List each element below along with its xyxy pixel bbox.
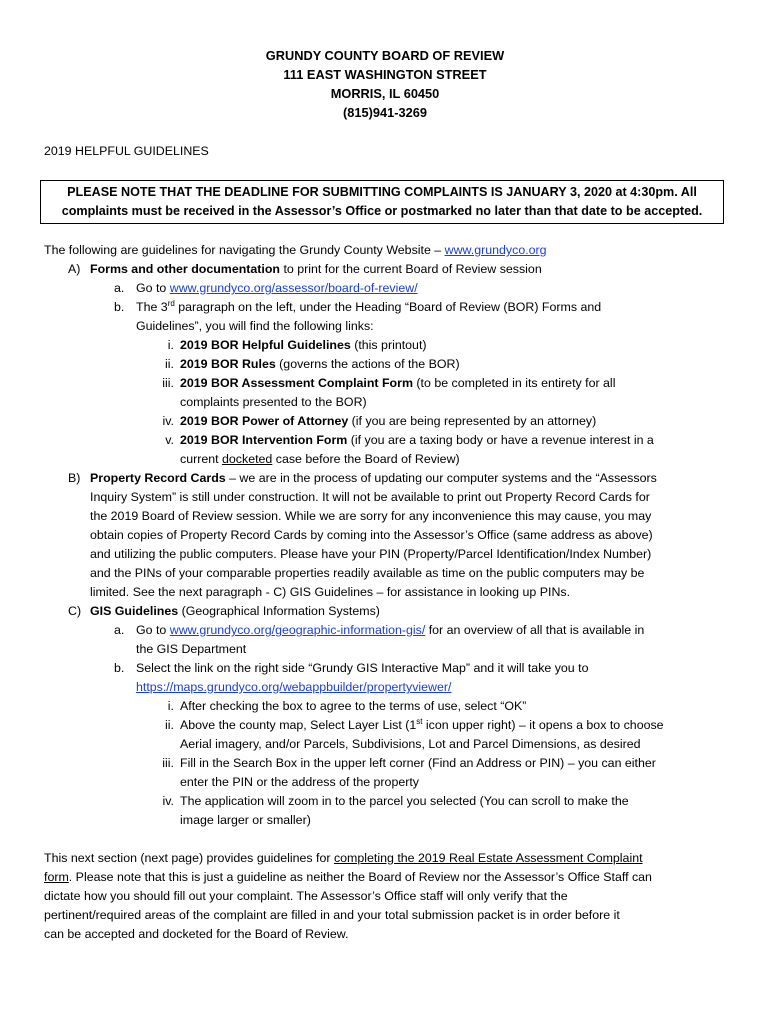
item-num: i. <box>167 699 174 713</box>
header-street: 111 EAST WASHINGTON STREET <box>283 67 487 82</box>
grundyco-link[interactable]: www.grundyco.org <box>444 243 547 257</box>
notice-line-2: complaints must be received in the Assessor’s Office or postmarked no later than that date to be accepted. <box>61 204 703 218</box>
section-c-item-a-cont: the GIS Department <box>136 642 247 656</box>
section-b-line1 <box>90 469 657 487</box>
section-c-rest: (Geographical Information Systems) <box>178 604 380 618</box>
header-name: GRUNDY COUNTY BOARD OF REVIEW <box>265 48 505 63</box>
header-city: MORRIS, IL 60450 <box>330 86 440 101</box>
section-b-marker: B) <box>68 471 81 485</box>
section-c-heading <box>90 602 380 620</box>
item-num: iii. <box>162 376 174 390</box>
b-line1-post: paragraph on the left, under the Heading “Board of Review (BOR) Forms and <box>174 300 602 314</box>
item-sup: st <box>416 716 423 726</box>
list-item-cont <box>180 450 460 468</box>
item-title: 2019 BOR Rules <box>180 357 276 371</box>
cont-pre: current <box>180 452 223 466</box>
item-text: The application will zoom in to the parcel you selected (You can scroll to make the <box>180 794 629 808</box>
cont-underlined: docketed <box>222 452 273 466</box>
section-a-heading <box>90 260 542 278</box>
list-item <box>146 412 596 430</box>
section-a-title: Forms and other documentation <box>90 262 280 276</box>
section-a-item-b-line2: Guidelines”, you will find the following links: <box>136 319 374 333</box>
item-rest: (if you are a taxing body or have a revenue interest in a <box>347 433 654 447</box>
list-item-cont: enter the PIN or the address of the property <box>180 775 419 789</box>
item-num: ii. <box>165 357 174 371</box>
b-line1-pre: The 3 <box>136 300 168 314</box>
section-c-item-a-marker: a. <box>114 623 125 637</box>
c-a-post: for an overview of all that is available in <box>425 623 645 637</box>
section-a-item-a <box>136 279 418 297</box>
item-num: v. <box>165 433 174 447</box>
header-phone: (815)941-3269 <box>343 105 427 120</box>
item-rest: (to be completed in its entirety for all <box>412 376 616 390</box>
section-b-line1-rest: – we are in the process of updating our computer systems and the “Assessors <box>225 471 657 485</box>
item-post: icon upper right) – it opens a box to choose <box>422 718 664 732</box>
item-rest: (this printout) <box>350 338 427 352</box>
c-a-text: Go to <box>136 623 170 637</box>
list-item-cont: Aerial imagery, and/or Parcels, Subdivisions, Lot and Parcel Dimensions, as desired <box>180 737 641 751</box>
closing-line: pertinent/required areas of the complaint are filled in and your total submission packet is in order before it <box>44 908 620 922</box>
item-num: iv. <box>162 794 174 808</box>
section-c-item-a <box>136 621 644 639</box>
property-viewer-link-text[interactable]: https://maps.grundyco.org/webappbuilder/propertyviewer/ <box>136 680 452 694</box>
item-text: Fill in the Search Box in the upper left corner (Find an Address or PIN) – you can either <box>180 756 656 770</box>
section-a-item-a-marker: a. <box>114 281 125 295</box>
list-item-cont: complaints presented to the BOR) <box>180 395 367 409</box>
closing-underlined-2: form <box>44 870 69 884</box>
section-b-line: and the PINs of your comparable properties readily available as time on the public computers may be <box>90 566 645 580</box>
section-a-item-a-text: Go to <box>136 281 170 295</box>
section-b-line: and utilizing the public computers. Please have your PIN (Property/Parcel Identification/Index Number) <box>90 547 652 561</box>
closing-line: can be accepted and docketed for the Board of Review. <box>44 927 349 941</box>
list-item <box>146 754 656 772</box>
item-title: 2019 BOR Assessment Complaint Form <box>180 376 413 390</box>
closing-pre: This next section (next page) provides guidelines for <box>44 851 334 865</box>
list-item <box>146 792 629 810</box>
closing-underlined: completing the 2019 Real Estate Assessment Complaint <box>333 851 643 865</box>
b-line1-sup: rd <box>167 298 175 308</box>
item-title: 2019 BOR Power of Attorney <box>180 414 349 428</box>
closing-line-1 <box>44 849 643 867</box>
section-b-line: Inquiry System” is still under construction. It will not be available to print out Property Record Cards for <box>90 490 650 504</box>
item-text: After checking the box to agree to the terms of use, select “OK” <box>180 699 527 713</box>
item-num: iii. <box>162 756 174 770</box>
doc-title: 2019 HELPFUL GUIDELINES <box>44 144 209 158</box>
board-of-review-link[interactable]: www.grundyco.org/assessor/board-of-review/ <box>169 281 418 295</box>
property-viewer-link[interactable] <box>136 678 451 696</box>
cont-post: case before the Board of Review) <box>272 452 460 466</box>
section-c-marker: C) <box>68 604 82 618</box>
item-num: i. <box>167 338 174 352</box>
section-c-item-b-marker: b. <box>114 661 125 675</box>
item-num: iv. <box>162 414 174 428</box>
section-b-title: Property Record Cards <box>90 471 226 485</box>
item-num: ii. <box>165 718 174 732</box>
intro-line <box>44 241 547 259</box>
section-a-marker: A) <box>68 262 81 276</box>
list-item-cont: image larger or smaller) <box>180 813 311 827</box>
list-item <box>146 336 427 354</box>
item-title: 2019 BOR Helpful Guidelines <box>180 338 351 352</box>
section-c-title: GIS Guidelines <box>90 604 179 618</box>
section-a-item-b-line1 <box>136 298 601 316</box>
item-rest: (governs the actions of the BOR) <box>275 357 460 371</box>
list-item <box>146 431 654 449</box>
item-pre: Above the county map, Select Layer List (1 <box>180 718 417 732</box>
notice-line-1: PLEASE NOTE THAT THE DEADLINE FOR SUBMITTING COMPLAINTS IS JANUARY 3, 2020 at 4:30pm. All <box>67 185 697 199</box>
list-item <box>146 374 615 392</box>
section-c-item-b: Select the link on the right side “Grundy GIS Interactive Map” and it will take you to <box>136 661 589 675</box>
section-b-line: obtain copies of Property Record Cards by coming into the Assessor’s Office (same address as above) <box>90 528 653 542</box>
intro-text: The following are guidelines for navigating the Grundy County Website – <box>44 243 445 257</box>
closing-line: dictate how you should fill out your complaint. The Assessor’s Office staff will only verify that the <box>44 889 568 903</box>
list-item <box>146 716 664 734</box>
closing-post: . Please note that this is just a guideline as neither the Board of Review nor the Assessor’s Office Staff can <box>68 870 652 884</box>
closing-line-2 <box>44 868 652 886</box>
section-a-rest: to print for the current Board of Review session <box>280 262 542 276</box>
list-item <box>146 355 460 373</box>
item-title: 2019 BOR Intervention Form <box>180 433 348 447</box>
section-b-line: limited. See the next paragraph - C) GIS Guidelines – for assistance in looking up PINs. <box>90 585 571 599</box>
item-rest: (if you are being represented by an attorney) <box>348 414 597 428</box>
section-a-item-b-marker: b. <box>114 300 125 314</box>
list-item <box>146 697 526 715</box>
section-b-line: the 2019 Board of Review session. While we are sorry for any inconvenience this may cause, you may <box>90 509 652 523</box>
gis-link[interactable]: www.grundyco.org/geographic-information-gis/ <box>169 623 426 637</box>
